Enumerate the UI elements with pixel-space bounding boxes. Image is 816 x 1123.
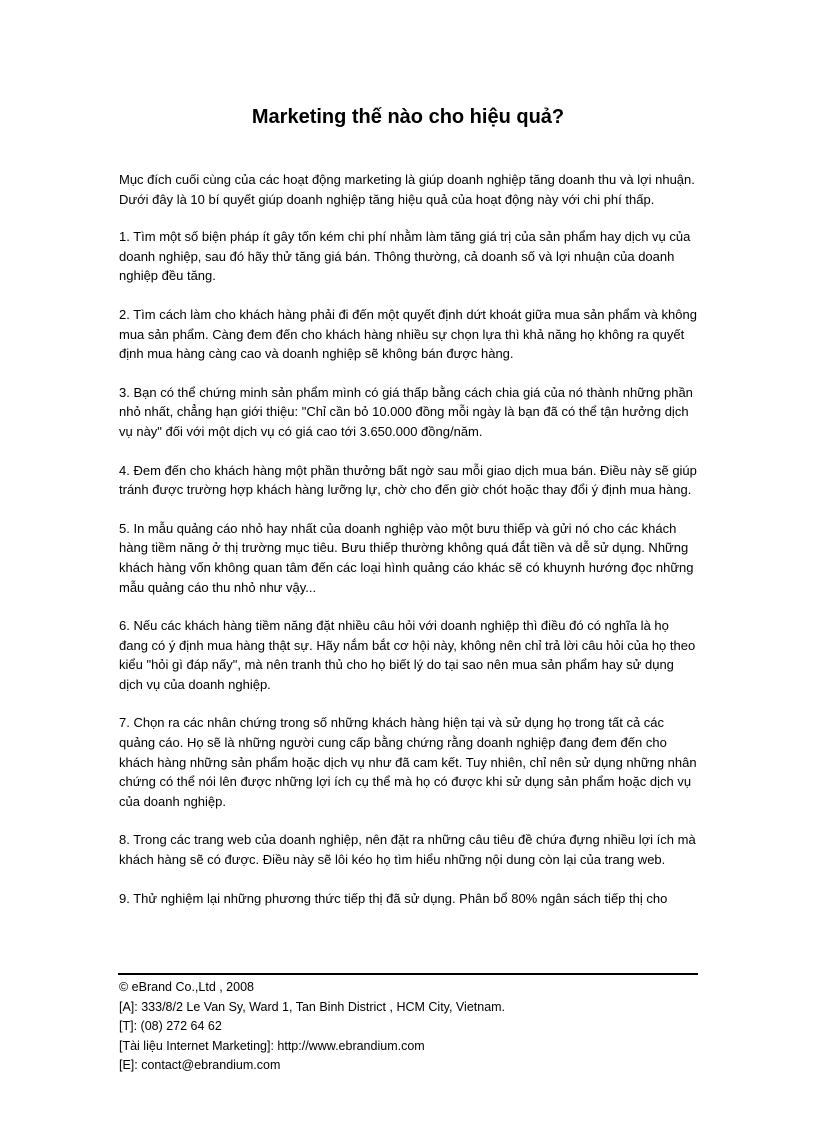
page-footer — [119, 978, 699, 1076]
tip-paragraph-4: 4. Đem đến cho khách hàng một phần thưởng bất ngờ sau mỗi giao dịch mua bán. Điều này sẽ giúp tránh được trường hợp khách hàng lưỡng lự, chờ cho đến giờ chót hoặc thay đổi ý định mua hàng. — [119, 462, 697, 498]
footer-divider — [118, 973, 698, 975]
tip-paragraph-1: 1. Tìm một số biện pháp ít gây tốn kém chi phí nhằm làm tăng giá trị của sản phẩm hay dịch vụ của doanh nghiệp, sau đó hãy thử tăng giá bán. Thông thường, cả doanh số và lợi nhuận của doanh nghiệp đều tăng. — [119, 229, 691, 284]
document-title: Marketing thế nào cho hiệu quả? — [251, 106, 565, 128]
tip-paragraph-6: 6. Nếu các khách hàng tiềm năng đặt nhiều câu hỏi với doanh nghiệp thì điều đó có nghĩa là họ đang có ý định mua hàng thật sự. Hãy nắm bắt cơ hội này, không nên chỉ trả lời câu hỏi của họ theo kiểu "hỏi gì đáp nấy", mà nên tranh thủ cho họ biết lý do tại sao nên mua sản phẩm hay sử dụng dịch vụ của doanh nghiệp. — [119, 618, 696, 692]
tip-paragraph-7: 7. Chọn ra các nhân chứng trong số những khách hàng hiện tại và sử dụng họ trong tất cả các quảng cáo. Họ sẽ là những người cung cấp bằng chứng rằng doanh nghiệp đang đem đến cho khách hàng những sản phẩm hoặc dịch vụ như đã cam kết. Tuy nhiên, chỉ nên sử dụng những nhân chứng có thể nói lên được những lợi ích cụ thể mà họ có được khi sử dụng sản phẩm hoặc dịch vụ của doanh nghiệp. — [119, 715, 697, 809]
tip-paragraph-9: 9. Thử nghiệm lại những phương thức tiếp thị đã sử dụng. Phân bổ 80% ngân sách tiếp thị cho — [119, 890, 668, 906]
footer-address: [A]: 333/8/2 Le Van Sy, Ward 1, Tan Binh District , HCM City, Vietnam. — [119, 999, 506, 1014]
intro-paragraph: Mục đích cuối cùng của các hoạt động marketing là giúp doanh nghiệp tăng doanh thu và lợi nhuận. Dưới đây là 10 bí quyết giúp doanh nghiệp tăng hiệu quả của hoạt động này với chi phí thấp. — [119, 172, 695, 207]
footer-email: [E]: contact@ebrandium.com — [119, 1058, 281, 1073]
footer-copyright: © eBrand Co.,Ltd , 2008 — [119, 980, 254, 994]
footer-website: [Tài liệu Internet Marketing]: http://www.ebrandium.com — [119, 1038, 425, 1053]
tip-paragraph-8: 8. Trong các trang web của doanh nghiệp, nên đặt ra những câu tiêu đề chứa đựng nhiều lợi ích mà khách hàng sẽ có được. Điều này sẽ lôi kéo họ tìm hiểu những nội dung còn lại của trang web. — [119, 832, 696, 868]
tip-paragraph-2: 2. Tìm cách làm cho khách hàng phải đi đến một quyết định dứt khoát giữa mua sản phẩm và không mua sản phẩm. Càng đem đến cho khách hàng nhiều sự chọn lựa thì khả năng họ không ra quyết định mua hàng càng cao và doanh nghiệp sẽ không bán được hàng. — [119, 306, 697, 362]
footer-phone: [T]: (08) 272 64 62 — [119, 1019, 222, 1034]
tip-paragraph-5: 5. In mẫu quảng cáo nhỏ hay nhất của doanh nghiệp vào một bưu thiếp và gửi nó cho các khách hàng tiềm năng ở thị trường mục tiêu. Bưu thiếp thường không quá đắt tiền và dễ sử dụng. Những khách hàng vốn không quan tâm đến các loại hình quảng cáo khác sẽ có khuynh hướng đọc những mẫu quảng cáo thu nhỏ như vậy... — [119, 520, 694, 595]
tip-paragraph-3: 3. Bạn có thể chứng minh sản phẩm mình có giá thấp bằng cách chia giá của nó thành những phần nhỏ nhất, chẳng hạn giới thiệu: "Chỉ cần bỏ 10.000 đồng mỗi ngày là bạn đã có thể tận hưởng dịch vụ này" đối với một dịch vụ có giá cao tới 3.650.000 đồng/năm. — [119, 384, 693, 439]
document-body — [119, 170, 699, 908]
